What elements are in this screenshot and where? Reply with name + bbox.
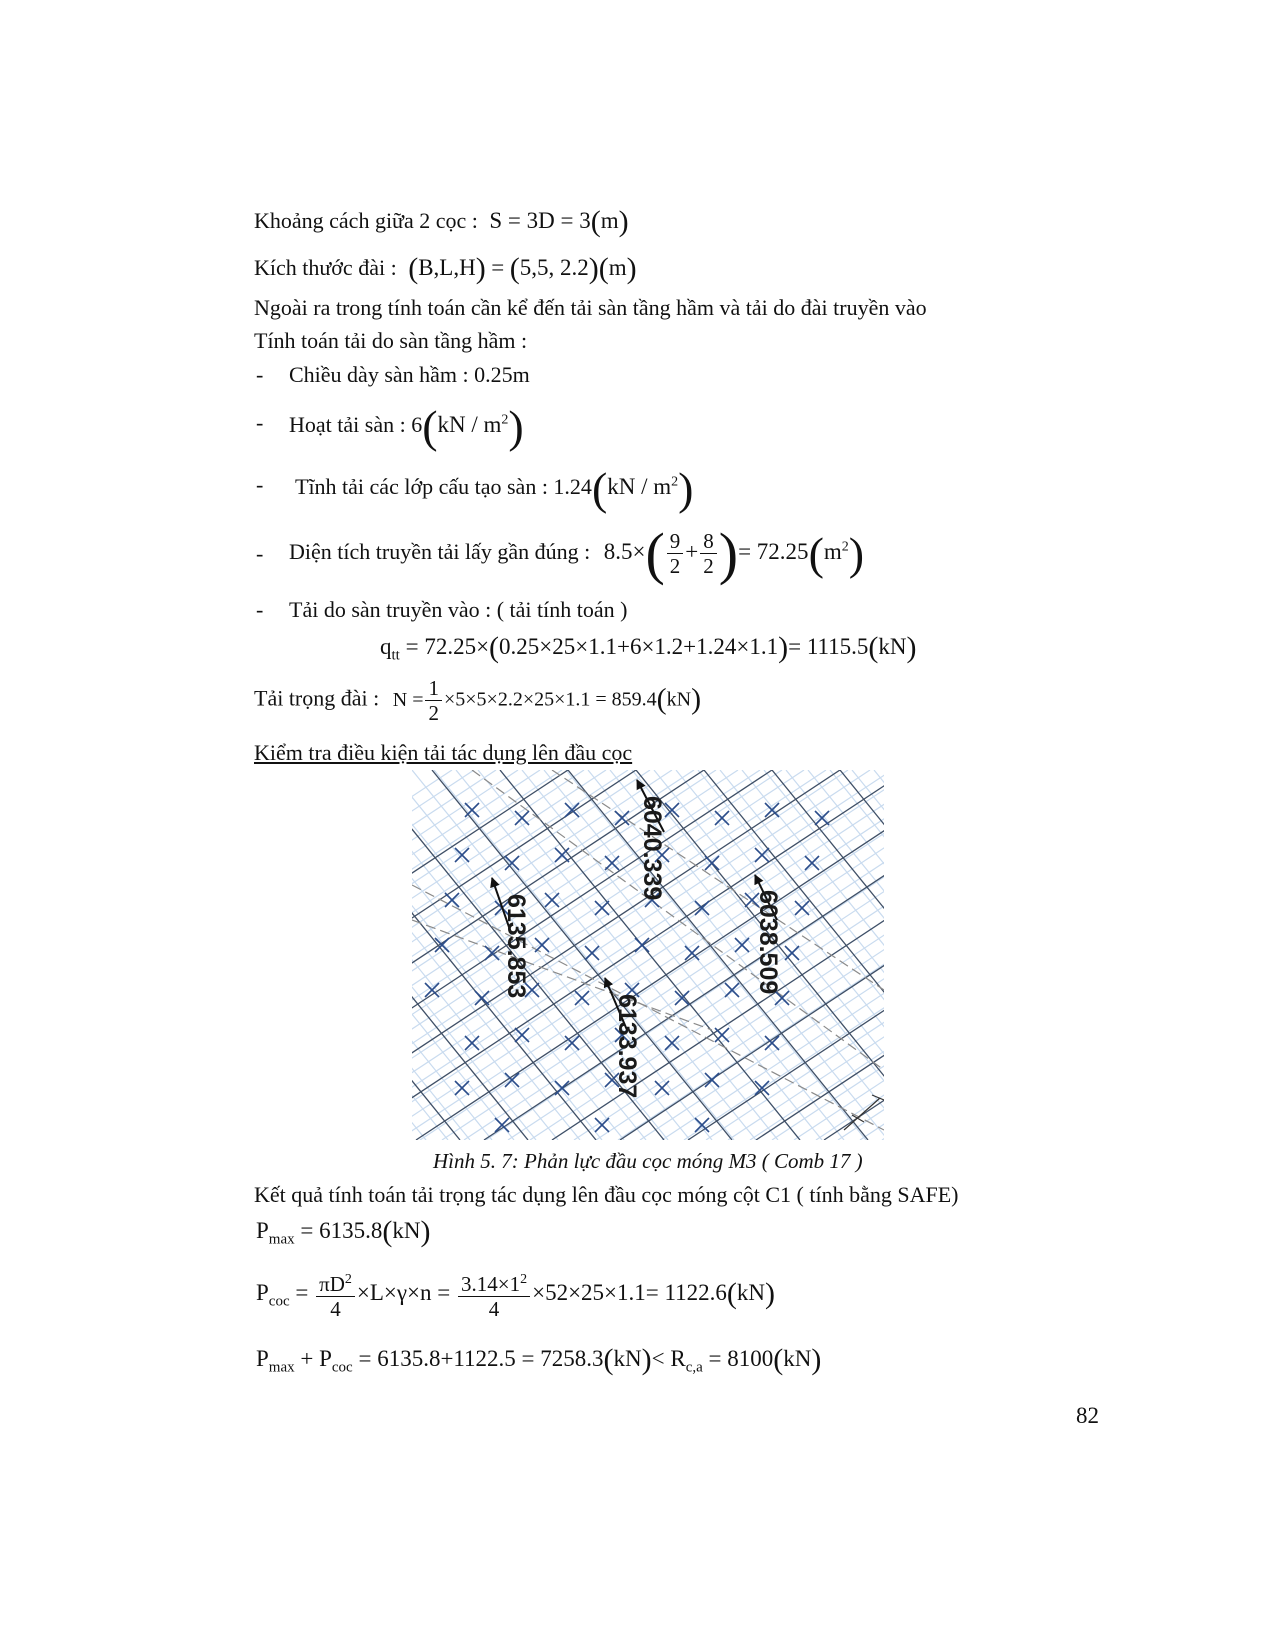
cap-size-vals: 5,5, 2.2: [519, 255, 589, 280]
area-unit: m: [823, 539, 842, 564]
live-load-label: Hoạt tải sàn : 6: [289, 412, 423, 437]
pile-spacing-unit: m: [600, 208, 619, 233]
qtt-unit: kN: [878, 634, 907, 659]
reaction-label-6133: 6133.937: [613, 994, 641, 1099]
pile-spacing-line: Khoảng cách giữa 2 cọc : S = 3D = 3(m): [254, 205, 629, 238]
sum-mid: = 6135.8+1122.5 = 7258.3: [358, 1346, 604, 1371]
live-load-unit: kN / m: [437, 412, 502, 437]
pmax-equation: $P_{max} = 6135.8(kN)$: [256, 1215, 431, 1248]
cap-load-post: ×5×5×2.2×25×1.1 = 859.4: [443, 688, 657, 711]
superscript-2: 2: [501, 412, 509, 428]
cap-size-eq: =: [491, 255, 505, 280]
fraction-314-4: $\frac{3.14\times 1^2}{4}$: [458, 1268, 530, 1321]
pile-reaction-figure: [412, 770, 884, 1140]
pcoc-unit: kN: [736, 1279, 765, 1305]
intro-text: Ngoài ra trong tính toán cần kể đến tải sàn tầng hầm và tải do đài truyền vào: [254, 295, 927, 320]
pmax-unit: kN: [392, 1218, 421, 1243]
sum-lt: < R: [651, 1346, 686, 1371]
sum-sub-ca: c,a: [685, 1359, 703, 1376]
figure-caption: Hình 5. 7: Phản lực đầu cọc móng M3 ( Comb 17 ): [433, 1149, 863, 1173]
dead-load-label: Tĩnh tải các lớp cấu tạo sàn : 1.24: [295, 474, 592, 499]
cap-load-label: Tải trọng đài :: [254, 685, 380, 711]
dead-load-item: Tĩnh tải các lớp cấu tạo sàn : $1.24(kN / m^2)$: [295, 463, 694, 514]
check-heading: Kiểm tra điều kiện tải tác dụng lên đầu cọc: [254, 740, 633, 765]
superscript-2: 2: [671, 474, 679, 490]
live-load-item: Hoạt tải sàn : $6(kN / m^2)$: [289, 401, 524, 452]
area-item: Diện tích truyền tải lấy gần đúng : 8.5×( $\frac{9}{2}$ + $\frac{8}{2}$ )= $72.25(m^2)$: [289, 521, 865, 586]
pcoc-sub: coc: [268, 1293, 290, 1310]
sum-plus: + P: [300, 1346, 332, 1371]
fraction-9-2: $\frac{9}{2}$: [667, 529, 684, 578]
fraction-pi-d2-4: $\frac{\pi D^2}{4}$: [316, 1268, 355, 1321]
sum-sub-max: max: [268, 1359, 295, 1376]
slab-load-title: Tính toán tải do sàn tầng hầm :: [254, 328, 528, 353]
result-line: Kết quả tính toán tải trọng tác dụng lên đầu cọc móng cột C1 ( tính bằng SAFE): [254, 1182, 959, 1207]
area-result: = 72.25: [738, 539, 809, 564]
bullet-dash: -: [256, 410, 264, 435]
cap-load-pre: N =: [392, 688, 424, 711]
cap-size-line: Kích thước đài : (B,L,H) = (5,5, 2.2)(m): [254, 252, 637, 285]
bullet-dash: -: [256, 541, 264, 566]
pcoc-mid: ×L×γ×n =: [356, 1279, 451, 1305]
bullet-dash: -: [256, 362, 264, 387]
qtt-result: = 1115.5: [788, 634, 869, 659]
plus-sign: +: [685, 539, 699, 564]
qtt-equation: $q_{tt} = 72.25\times(0.25\times 25\times 1.1+6\times 1.2+1.24\times 1.1)= 1115.5(kN)$: [380, 631, 917, 664]
cap-size-label: Kích thước đài :: [254, 255, 397, 280]
reaction-label-6040: 6040.339: [638, 796, 666, 901]
reaction-label-6038: 6038.509: [754, 890, 782, 995]
pcoc-eq: =: [295, 1279, 309, 1305]
area-pre: 8.5×: [603, 539, 646, 564]
sum-unit-1: kN: [613, 1346, 642, 1371]
sum-p1: P: [256, 1346, 269, 1371]
bullet-dash: -: [256, 472, 264, 497]
pcoc-post: ×52×25×1.1= 1122.6: [532, 1279, 727, 1305]
fraction-8-2: $\frac{8}{2}$: [700, 529, 717, 578]
cap-size-unit: m: [608, 255, 627, 280]
pmax-value: = 6135.8: [300, 1218, 383, 1243]
pcoc-var: P: [256, 1279, 269, 1305]
qtt-inner: 0.25×25×1.1+6×1.2+1.24×1.1: [499, 634, 779, 659]
area-label: Diện tích truyền tải lấy gần đúng :: [289, 539, 591, 564]
cap-load-line: Tải trọng đài : N = $\frac{1}{2}$ ×5×5×2.2×25×1.1 = 859.4(kN): [254, 676, 702, 725]
cap-size-vars: B,L,H: [418, 255, 476, 280]
sum-eq: = 8100: [708, 1346, 774, 1371]
qtt-sub: tt: [391, 647, 400, 664]
slab-thickness-item: Chiều dày sàn hầm : 0.25m: [289, 362, 530, 387]
superscript-2: 2: [841, 539, 849, 555]
fraction-1-2: $\frac{1}{2}$: [425, 676, 442, 725]
sum-check-equation: $P_{max} + P_{coc} = 6135.8+1122.5 = 7258.3(kN)< R_{c,a} = 8100(kN)$: [256, 1343, 822, 1376]
reaction-label-6135: 6135.853: [502, 894, 530, 999]
dead-load-unit: kN / m: [607, 474, 672, 499]
sum-unit-2: kN: [783, 1346, 812, 1371]
page-number: 82: [1076, 1403, 1099, 1428]
pile-spacing-label: Khoảng cách giữa 2 cọc :: [254, 208, 478, 233]
qtt-var: q: [380, 634, 392, 659]
slab-transfer-item: Tải do sàn truyền vào : ( tải tính toán ): [289, 597, 628, 622]
bullet-dash: -: [256, 597, 264, 622]
qtt-pre: = 72.25×: [405, 634, 490, 659]
pile-spacing-expr: S = 3D = 3: [489, 208, 591, 233]
pcoc-equation: $P_{coc}$ = $\frac{\pi D^2}{4}$ ×L×γ×n = $\frac{3.14\times 1^2}{4}$ ×52×25×1.1= 1122.6(kN): [256, 1268, 775, 1321]
pmax-var: P: [256, 1218, 269, 1243]
sum-sub-coc: coc: [331, 1359, 353, 1376]
pmax-sub: max: [268, 1231, 295, 1248]
cap-load-unit: kN: [666, 688, 692, 711]
